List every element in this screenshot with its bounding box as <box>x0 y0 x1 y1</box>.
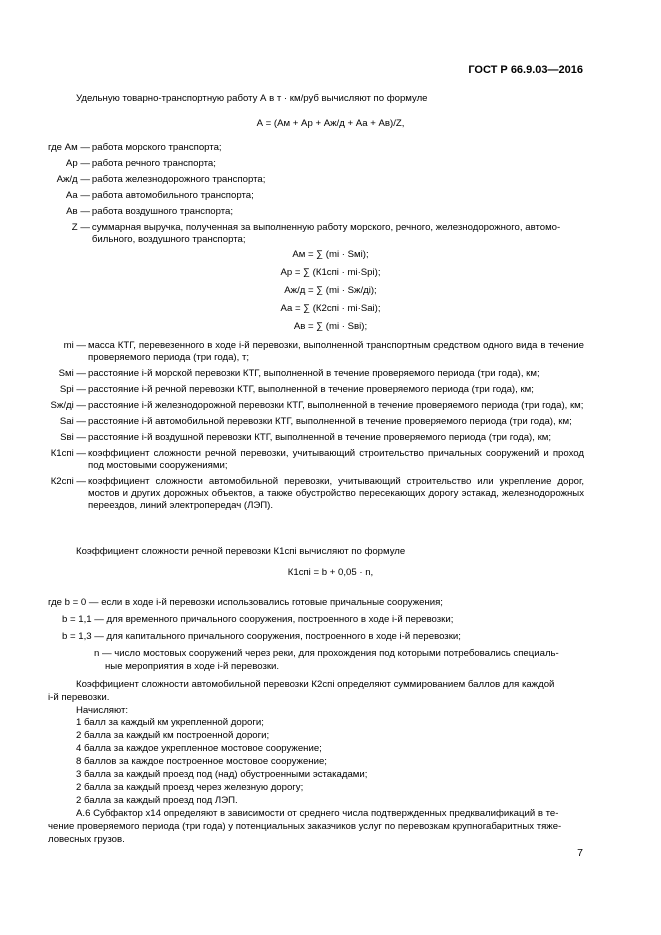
definition-row <box>48 190 560 206</box>
definition-row <box>48 158 560 174</box>
k1-intro: Коэффициент сложности речной перевозки К1спi вычисляют по формуле <box>76 546 406 557</box>
definition-text: масса КТГ, перевезенного в ходе i-й перевозки, выполненной транспортным средством одного вида в течение проверяемого периода (три года), т; <box>88 340 584 363</box>
definition-text: коэффициент сложности автомобильной перевозки, учитывающий строительство или укрепление дорог, мостов и других дорожных объектов, а также обустройство пересекающих дорогу эстакад, железнодорожных переездов, линий электропередач (ЛЭП). <box>88 476 584 511</box>
definition-row <box>48 448 584 476</box>
formula-av: Ав = ∑ (mi · Sвi); <box>293 321 368 332</box>
definition-symbol: Sai — <box>59 416 86 427</box>
formula-azhd: Аж/д = ∑ (mi · Sж/дi); <box>284 285 377 296</box>
formula-am: Ам = ∑ (mi · Sмi); <box>292 249 369 260</box>
definitions-list-1 <box>48 142 560 250</box>
definition-text: расстояние i-й воздушной перевозки КТГ, выполненной в течение проверяемого периода (три года), км; <box>88 432 552 443</box>
b-line-2: b = 1,3 — для капитального причального сооружения, построенного в ходе i-й перевозки; <box>62 631 461 642</box>
formula-aa: Аа = ∑ (К2спi · mi·Sai); <box>280 303 381 314</box>
definition-symbol: Ар — <box>65 158 90 169</box>
definition-symbol: Sвi — <box>60 432 86 443</box>
a6-line-2: чение проверяемого периода (три года) у потенциальных заказчиков услуг по перевозкам крупногабаритных тяже- <box>48 821 562 832</box>
definition-text: работа автомобильного транспорта; <box>91 190 254 201</box>
points-item: 1 балл за каждый км укрепленной дороги; <box>76 717 264 728</box>
definition-row <box>48 368 584 384</box>
intro-text: Удельную товарно-транспортную работу А в т · км/руб вычисляют по формуле <box>76 93 428 104</box>
points-item: 8 баллов за каждое построенное мостовое сооружение; <box>76 756 327 767</box>
points-item: 2 балла за каждый проезд через железную дорогу; <box>76 782 304 793</box>
k1-formula: К1спi = b + 0,05 · n, <box>287 567 374 578</box>
definition-text: работа морского транспорта; <box>91 142 222 153</box>
definition-symbol: Аж/д — <box>56 174 90 185</box>
definition-symbol: К2спi — <box>50 476 86 487</box>
n-line-2: ные мероприятия в ходе i-й перевозки. <box>105 661 280 672</box>
points-item: 4 балла за каждое укрепленное мостовое сооружение; <box>76 743 322 754</box>
definition-row <box>48 340 584 368</box>
definition-row <box>48 174 560 190</box>
points-item: 2 балла за каждый проезд под ЛЭП. <box>76 795 238 806</box>
page-number: 7 <box>577 847 583 859</box>
points-item: 3 балла за каждый проезд под (над) обустроенными эстакадами; <box>76 769 368 780</box>
definition-symbol: Z — <box>71 222 90 233</box>
definition-symbol: где Ам — <box>48 142 90 153</box>
b-line-1: b = 1,1 — для временного причального сооружения, построенного в ходе i-й перевозки; <box>62 614 454 625</box>
definition-symbol: mi — <box>63 340 86 351</box>
definition-row <box>48 234 560 250</box>
definition-row <box>48 142 560 158</box>
definition-row <box>48 476 584 516</box>
definition-symbol: Spi — <box>59 384 86 395</box>
definition-text: бильного, воздушного транспорта; <box>91 234 246 245</box>
definition-row <box>48 416 584 432</box>
k2-line-1: Коэффициент сложности автомобильной перевозки К2спi определяют суммированием баллов для каждой <box>76 679 555 690</box>
definition-row <box>48 400 584 416</box>
definitions-list-2 <box>48 340 584 516</box>
definition-row <box>48 384 584 400</box>
k2-line-2: i-й перевозки. <box>48 692 110 703</box>
definition-symbol: К1спi — <box>50 448 86 459</box>
main-formula: А = (Ам + Ар + Аж/д + Аа + Ав)/Z, <box>256 118 405 129</box>
definition-text: работа воздушного транспорта; <box>91 206 234 217</box>
definition-row <box>48 432 584 448</box>
b-line-0: где b = 0 — если в ходе i-й перевозки использовались готовые причальные сооружения; <box>48 597 443 608</box>
points-item: 2 балла за каждый км построенной дороги; <box>76 730 270 741</box>
definition-text: расстояние i-й речной перевозки КТГ, выполненной в течение проверяемого периода (три года), км; <box>88 384 534 395</box>
definition-symbol: Ав — <box>66 206 90 217</box>
definition-text: расстояние i-й морской перевозки КТГ, выполненной в течение проверяемого периода (три года), км; <box>88 368 540 379</box>
definition-text: суммарная выручка, полученная за выполненную работу морского, речного, железнодорожного, автомо- <box>91 222 561 233</box>
a6-line-1: А.6 Субфактор х14 определяют в зависимости от среднего числа подтвержденных предквалификаций в те- <box>76 808 559 819</box>
accrue-title: Начисляют: <box>76 705 129 716</box>
definition-row <box>48 206 560 222</box>
definition-symbol: Аа — <box>65 190 90 201</box>
formula-ar: Ар = ∑ (К1спi · mi·Spi); <box>280 267 381 278</box>
n-line-1: n — число мостовых сооружений через реки, для прохождения под которыми потребовались специаль- <box>94 648 559 659</box>
standard-header: ГОСТ Р 66.9.03—2016 <box>468 64 583 76</box>
definition-symbol: Sмi — <box>58 368 86 379</box>
definition-row <box>48 222 560 234</box>
definition-symbol <box>48 234 92 250</box>
definition-text: расстояние i-й автомобильной перевозки КТГ, выполненной в течение проверяемого периода (три года), км; <box>88 416 572 427</box>
a6-line-3: ловесных грузов. <box>48 834 125 845</box>
definition-text: работа железнодорожного транспорта; <box>91 174 266 185</box>
definition-text: коэффициент сложности речной перевозки, учитывающий строительство причальных сооружений и проход под мостовыми сооружениями; <box>88 448 584 471</box>
definition-symbol: Sж/дi — <box>50 400 86 411</box>
definition-text: расстояние i-й железнодорожной перевозки КТГ, выполненной в течение проверяемого периода (три года), км; <box>88 400 584 411</box>
definition-text: работа речного транспорта; <box>91 158 216 169</box>
